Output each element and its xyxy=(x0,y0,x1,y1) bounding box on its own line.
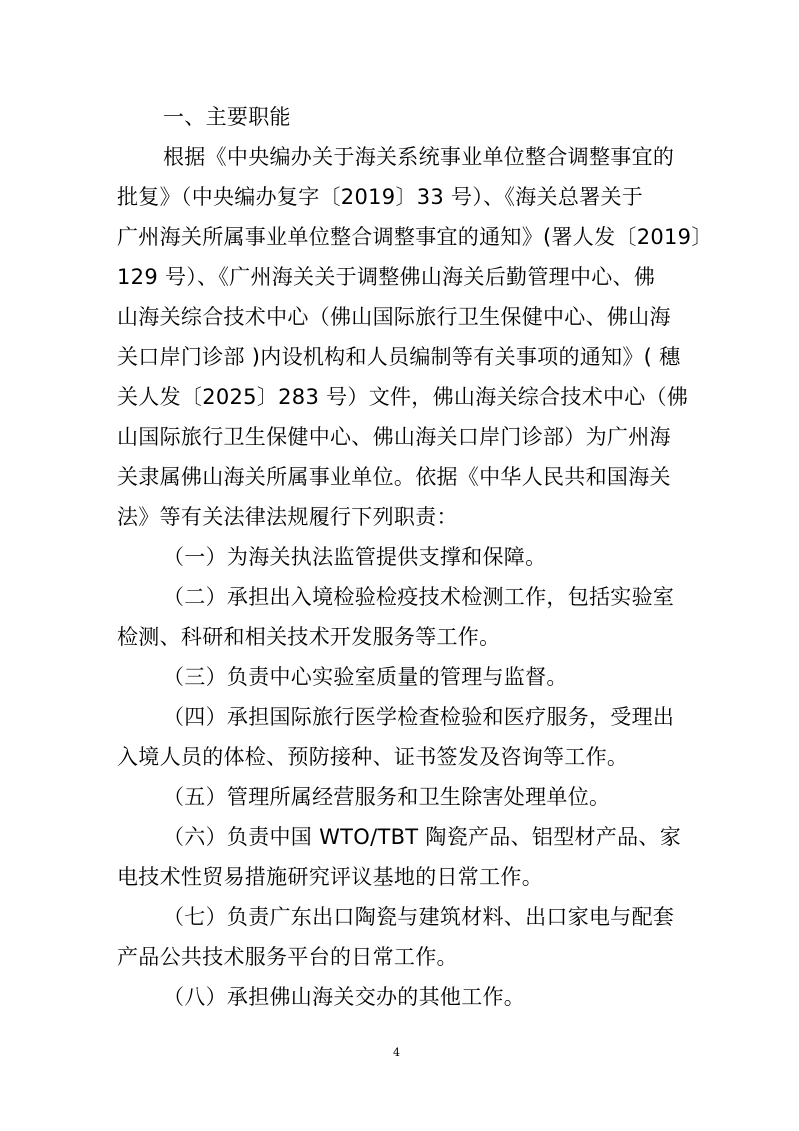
intro-line-9: 关隶属佛山海关所属事业单位。依据《中华人民共和国海关 xyxy=(117,465,671,489)
duty-item-7-line-2: 产品公共技术服务平台的日常工作。 xyxy=(117,945,458,969)
duty-item-6-line-2: 电技术性贸易措施研究评议基地的日常工作。 xyxy=(117,865,543,889)
intro-line-6: 关口岸门诊部 )内设机构和人员编制等有关事项的通知》( 穗 xyxy=(117,345,681,369)
duty-item-6-line-1: （六）负责中国 WTO/TBT 陶瓷产品、铝型材产品、家 xyxy=(163,825,682,849)
intro-line-10: 法》等有关法律法规履行下列职责： xyxy=(117,505,458,529)
duty-item-3: （三）负责中心实验室质量的管理与监督。 xyxy=(163,665,568,689)
intro-line-7: 关人发〔2025〕283 号）文件，佛山海关综合技术中心（佛 xyxy=(117,385,689,409)
duty-item-5: （五）管理所属经营服务和卫生除害处理单位。 xyxy=(163,785,611,809)
duty-item-4-line-2: 入境人员的体检、预防接种、证书签发及咨询等工作。 xyxy=(117,745,629,769)
intro-line-2: 批复》（中央编办复字〔2019〕33 号）、《海关总署关于 xyxy=(117,185,644,209)
duty-item-4-line-1: （四）承担国际旅行医学检查检验和医疗服务，受理出 xyxy=(163,705,675,729)
page-number: 4 xyxy=(393,1046,400,1059)
duty-item-2-line-2: 检测、科研和相关技术开发服务等工作。 xyxy=(117,625,501,649)
intro-line-8: 山国际旅行卫生保健中心、佛山海关口岸门诊部）为广州海 xyxy=(117,425,671,449)
intro-line-1: 根据《中央编办关于海关系统事业单位整合调整事宜的 xyxy=(163,145,675,169)
intro-line-5: 山海关综合技术中心（佛山国际旅行卫生保健中心、佛山海 xyxy=(117,305,671,329)
intro-line-3: 广州海关所属事业单位整合调整事宜的通知》(署人发〔2019〕 xyxy=(117,225,713,249)
duty-item-8: （八）承担佛山海关交办的其他工作。 xyxy=(163,985,526,1009)
duty-item-2-line-1: （二）承担出入境检验检疫技术检测工作，包括实验室 xyxy=(163,585,675,609)
section-heading: 一、主要职能 xyxy=(163,105,291,129)
duty-item-7-line-1: （七）负责广东出口陶瓷与建筑材料、出口家电与配套 xyxy=(163,905,675,929)
intro-line-4: 129 号）、《广州海关关于调整佛山海关后勤管理中心、佛 xyxy=(117,265,656,289)
duty-item-1: （一）为海关执法监管提供支撑和保障。 xyxy=(163,545,547,569)
